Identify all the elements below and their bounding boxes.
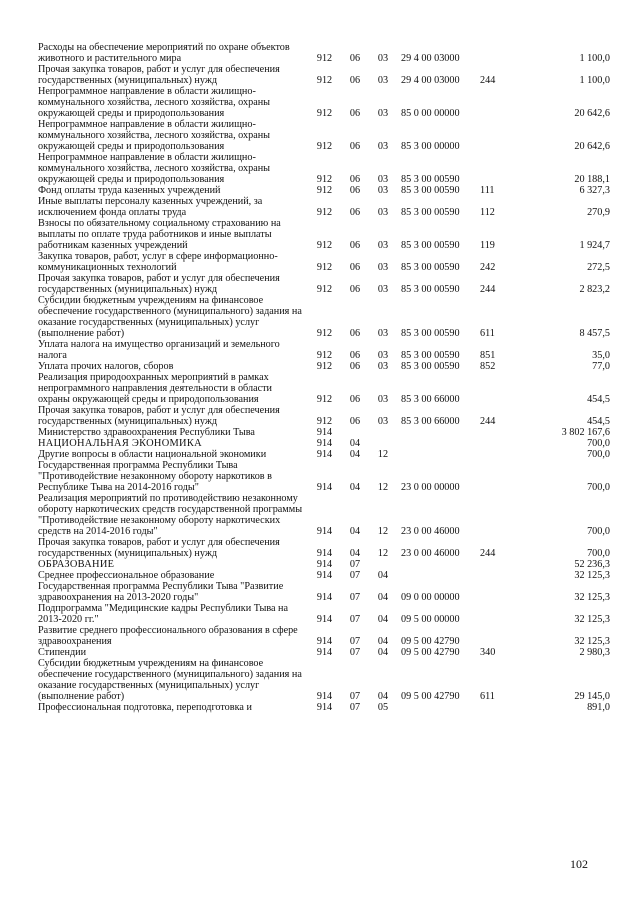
row-glav-code: 914 [316, 691, 333, 702]
row-amount: 454,5 [587, 394, 610, 405]
row-target-code: 23 0 00 46000 [401, 526, 460, 537]
row-target-code: 85 3 00 00590 [401, 328, 460, 339]
row-subsection-code: 04 [377, 691, 389, 702]
row-amount: 20 642,6 [574, 108, 610, 119]
row-section-code: 04 [349, 548, 361, 559]
row-glav-code: 914 [316, 702, 333, 713]
row-name: Непрограммное направление в области жилищно-коммунального хозяйства, лесного хозяйства, охраны окружающей среды и природопользования [38, 152, 271, 185]
table-row [38, 152, 610, 185]
row-section-code: 07 [349, 636, 361, 647]
row-target-code: 09 0 00 00000 [401, 592, 460, 603]
row-section-code: 04 [349, 526, 361, 537]
table-row [38, 570, 610, 581]
row-name: Развитие среднего профессионального образования в сфере здравоохранения [38, 625, 298, 647]
row-subsection-code: 12 [377, 548, 389, 559]
row-amount: 1 100,0 [579, 75, 610, 86]
table-row [38, 647, 610, 658]
row-expense-type-code: 244 [480, 548, 496, 559]
table-row [38, 218, 610, 251]
row-target-code: 85 3 00 00590 [401, 207, 460, 218]
row-expense-type-code: 851 [480, 350, 496, 361]
row-glav-code: 914 [316, 438, 333, 449]
row-name: Реализация природоохранных мероприятий в рамках непрограммного направления деятельности в области охраны окружающей среды и природопользования [38, 372, 273, 405]
row-glav-code: 914 [316, 548, 333, 559]
row-amount: 272,5 [587, 262, 610, 273]
row-name: Уплата прочих налогов, сборов [38, 361, 174, 372]
row-name: Иные выплаты персоналу казенных учреждений, за исключением фонда оплаты труда [38, 196, 263, 218]
row-expense-type-code: 242 [480, 262, 496, 273]
row-glav-code: 912 [316, 75, 333, 86]
row-name: Взносы по обязательному социальному страхованию на выплаты по оплате труда работников и иные выплаты работникам казенных учреждений [38, 218, 281, 251]
row-amount: 270,9 [587, 207, 610, 218]
table-row [38, 559, 610, 570]
row-target-code: 23 0 00 46000 [401, 548, 460, 559]
row-section-code: 06 [349, 141, 361, 152]
row-glav-code: 912 [316, 207, 333, 218]
row-section-code: 07 [349, 647, 361, 658]
row-subsection-code: 05 [377, 702, 389, 713]
table-row [38, 339, 610, 361]
row-target-code: 85 3 00 00590 [401, 174, 460, 185]
row-name: Прочая закупка товаров, работ и услуг для обеспечения государственных (муниципальных) нужд [38, 273, 280, 295]
row-expense-type-code: 244 [480, 284, 496, 295]
row-name: Фонд оплаты труда казенных учреждений [38, 185, 221, 196]
table-row [38, 427, 610, 438]
table-row [38, 42, 610, 64]
row-subsection-code: 12 [377, 449, 389, 460]
row-glav-code: 912 [316, 350, 333, 361]
row-section-code: 06 [349, 262, 361, 273]
row-glav-code: 912 [316, 53, 333, 64]
table-row [38, 119, 610, 152]
row-subsection-code: 12 [377, 526, 389, 537]
row-section-code: 07 [349, 570, 361, 581]
row-glav-code: 914 [316, 482, 333, 493]
row-section-code: 06 [349, 75, 361, 86]
row-section-code: 06 [349, 394, 361, 405]
row-section-code: 06 [349, 174, 361, 185]
table-row [38, 372, 610, 405]
row-subsection-code: 04 [377, 614, 389, 625]
row-section-code: 04 [349, 438, 361, 449]
row-glav-code: 912 [316, 262, 333, 273]
table-row [38, 185, 610, 196]
row-name: Закупка товаров, работ, услуг в сфере информационно-коммуникационных технологий [38, 251, 278, 273]
row-subsection-code: 12 [377, 482, 389, 493]
table-row [38, 537, 610, 559]
row-amount: 20 642,6 [574, 141, 610, 152]
row-name: Подпрограмма "Медицинские кадры Республики Тыва на 2013-2020 гг." [38, 603, 289, 625]
row-amount: 77,0 [592, 361, 610, 372]
row-target-code: 09 5 00 00000 [401, 614, 460, 625]
row-glav-code: 914 [316, 592, 333, 603]
row-name: Расходы на обеспечение мероприятий по охране объектов животного и растительного мира [38, 42, 290, 64]
row-section-code: 07 [349, 691, 361, 702]
row-name: НАЦИОНАЛЬНАЯ ЭКОНОМИКА [38, 438, 202, 449]
table-row [38, 86, 610, 119]
row-glav-code: 912 [316, 394, 333, 405]
table-row [38, 361, 610, 372]
row-amount: 2 980,3 [579, 647, 610, 658]
row-name: Субсидии бюджетным учреждениям на финансовое обеспечение государственного (муниципального) задания на оказание государственных (муниципальных) услуг (выполнение работ) [38, 295, 302, 339]
table-row [38, 581, 610, 603]
row-subsection-code: 03 [377, 350, 389, 361]
row-target-code: 85 3 00 00590 [401, 185, 460, 196]
row-subsection-code: 03 [377, 416, 389, 427]
row-amount: 29 145,0 [574, 691, 610, 702]
table-row [38, 405, 610, 427]
row-target-code: 85 3 00 00590 [401, 350, 460, 361]
row-glav-code: 914 [316, 614, 333, 625]
budget-table [38, 42, 610, 713]
row-section-code: 06 [349, 361, 361, 372]
row-amount: 20 188,1 [574, 174, 610, 185]
row-amount: 891,0 [587, 702, 610, 713]
row-glav-code: 914 [316, 636, 333, 647]
table-row [38, 702, 610, 713]
row-subsection-code: 03 [377, 262, 389, 273]
row-glav-code: 912 [316, 240, 333, 251]
row-glav-code: 912 [316, 416, 333, 427]
row-amount: 700,0 [587, 548, 610, 559]
row-name: Среднее профессиональное образование [38, 570, 215, 581]
row-target-code: 29 4 00 03000 [401, 75, 460, 86]
row-amount: 700,0 [587, 449, 610, 460]
row-subsection-code: 03 [377, 207, 389, 218]
row-name: Государственная программа Республики Тыва "Развитие здравоохранения на 2013-2020 годы" [38, 581, 284, 603]
table-row [38, 603, 610, 625]
row-name: Государственная программа Республики Тыва "Противодействие незаконному обороту наркотиков в Республике Тыва на 2014-2016 годы" [38, 460, 272, 493]
row-target-code: 29 4 00 03000 [401, 53, 460, 64]
row-subsection-code: 03 [377, 361, 389, 372]
row-subsection-code: 03 [377, 185, 389, 196]
row-subsection-code: 03 [377, 394, 389, 405]
row-subsection-code: 04 [377, 647, 389, 658]
row-subsection-code: 04 [377, 592, 389, 603]
row-glav-code: 914 [316, 570, 333, 581]
row-amount: 32 125,3 [574, 592, 610, 603]
row-section-code: 04 [349, 449, 361, 460]
row-name: Прочая закупка товаров, работ и услуг для обеспечения государственных (муниципальных) нужд [38, 537, 280, 559]
row-section-code: 07 [349, 592, 361, 603]
row-amount: 32 125,3 [574, 636, 610, 647]
row-glav-code: 912 [316, 108, 333, 119]
row-amount: 3 802 167,6 [561, 427, 610, 438]
row-target-code: 85 3 00 66000 [401, 416, 460, 427]
row-name: Министерство здравоохранения Республики Тыва [38, 427, 255, 438]
row-name: ОБРАЗОВАНИЕ [38, 559, 115, 570]
table-row [38, 295, 610, 339]
row-section-code: 06 [349, 416, 361, 427]
row-name: Прочая закупка товаров, работ и услуг для обеспечения государственных (муниципальных) нужд [38, 64, 280, 86]
row-section-code: 06 [349, 328, 361, 339]
row-subsection-code: 03 [377, 75, 389, 86]
row-expense-type-code: 119 [480, 240, 495, 251]
row-target-code: 09 5 00 42790 [401, 647, 460, 658]
row-amount: 700,0 [587, 526, 610, 537]
row-target-code: 09 5 00 42790 [401, 636, 460, 647]
row-glav-code: 914 [316, 427, 333, 438]
table-row [38, 273, 610, 295]
row-target-code: 85 3 00 00000 [401, 141, 460, 152]
row-target-code: 09 5 00 42790 [401, 691, 460, 702]
row-subsection-code: 03 [377, 53, 389, 64]
row-section-code: 06 [349, 240, 361, 251]
row-glav-code: 912 [316, 328, 333, 339]
row-target-code: 85 3 00 66000 [401, 394, 460, 405]
table-row [38, 658, 610, 702]
table-row [38, 625, 610, 647]
row-expense-type-code: 244 [480, 416, 496, 427]
row-expense-type-code: 611 [480, 328, 495, 339]
row-amount: 2 823,2 [579, 284, 610, 295]
row-glav-code: 912 [316, 141, 333, 152]
row-subsection-code: 03 [377, 174, 389, 185]
row-amount: 454,5 [587, 416, 610, 427]
row-target-code: 85 3 00 00590 [401, 240, 460, 251]
row-section-code: 06 [349, 185, 361, 196]
row-target-code: 23 0 00 00000 [401, 482, 460, 493]
row-glav-code: 912 [316, 361, 333, 372]
row-section-code: 07 [349, 702, 361, 713]
row-amount: 700,0 [587, 438, 610, 449]
row-section-code: 06 [349, 108, 361, 119]
row-name: Реализация мероприятий по противодействию незаконному обороту наркотических средств государственной программы "Противодействие незаконному обороту наркотических средств на 2014-2016 годы" [38, 493, 303, 537]
row-name: Уплата налога на имущество организаций и земельного налога [38, 339, 280, 361]
row-subsection-code: 04 [377, 636, 389, 647]
row-glav-code: 914 [316, 647, 333, 658]
row-glav-code: 914 [316, 559, 333, 570]
row-expense-type-code: 112 [480, 207, 495, 218]
row-name: Субсидии бюджетным учреждениям на финансовое обеспечение государственного (муниципального) задания на оказание государственных (муниципальных) услуг (выполнение работ) [38, 658, 302, 702]
row-glav-code: 912 [316, 174, 333, 185]
row-name: Непрограммное направление в области жилищно-коммунального хозяйства, лесного хозяйства, охраны окружающей среды и природопользования [38, 119, 271, 152]
row-glav-code: 914 [316, 449, 333, 460]
page-number: 102 [570, 857, 588, 871]
table-row [38, 449, 610, 460]
table-row [38, 438, 610, 449]
row-subsection-code: 03 [377, 108, 389, 119]
row-amount: 8 457,5 [579, 328, 610, 339]
row-subsection-code: 03 [377, 141, 389, 152]
row-subsection-code: 03 [377, 240, 389, 251]
table-row [38, 251, 610, 273]
row-section-code: 06 [349, 284, 361, 295]
row-target-code: 85 3 00 00590 [401, 361, 460, 372]
row-name: Стипендии [38, 647, 87, 658]
row-expense-type-code: 611 [480, 691, 495, 702]
row-glav-code: 912 [316, 284, 333, 295]
row-expense-type-code: 852 [480, 361, 496, 372]
table-row [38, 64, 610, 86]
row-amount: 6 327,3 [579, 185, 610, 196]
row-glav-code: 914 [316, 526, 333, 537]
row-name: Другие вопросы в области национальной экономики [38, 449, 267, 460]
row-section-code: 04 [349, 482, 361, 493]
row-section-code: 06 [349, 350, 361, 361]
row-expense-type-code: 244 [480, 75, 496, 86]
row-section-code: 06 [349, 53, 361, 64]
row-target-code: 85 0 00 00000 [401, 108, 460, 119]
row-glav-code: 912 [316, 185, 333, 196]
row-amount: 1 100,0 [579, 53, 610, 64]
row-amount: 32 125,3 [574, 614, 610, 625]
row-name: Профессиональная подготовка, переподготовка и [38, 702, 252, 713]
row-subsection-code: 03 [377, 284, 389, 295]
row-amount: 700,0 [587, 482, 610, 493]
table-row [38, 196, 610, 218]
row-subsection-code: 04 [377, 570, 389, 581]
row-amount: 35,0 [592, 350, 610, 361]
row-name: Прочая закупка товаров, работ и услуг для обеспечения государственных (муниципальных) нужд [38, 405, 280, 427]
row-section-code: 06 [349, 207, 361, 218]
row-section-code: 07 [349, 614, 361, 625]
row-subsection-code: 03 [377, 328, 389, 339]
row-amount: 1 924,7 [579, 240, 610, 251]
row-name: Непрограммное направление в области жилищно-коммунального хозяйства, лесного хозяйства, охраны окружающей среды и природопользования [38, 86, 271, 119]
row-amount: 52 236,3 [574, 559, 610, 570]
row-amount: 32 125,3 [574, 570, 610, 581]
row-section-code: 07 [349, 559, 361, 570]
table-row [38, 460, 610, 493]
row-target-code: 85 3 00 00590 [401, 262, 460, 273]
table-row [38, 493, 610, 537]
row-target-code: 85 3 00 00590 [401, 284, 460, 295]
row-expense-type-code: 340 [480, 647, 496, 658]
row-expense-type-code: 111 [480, 185, 495, 196]
